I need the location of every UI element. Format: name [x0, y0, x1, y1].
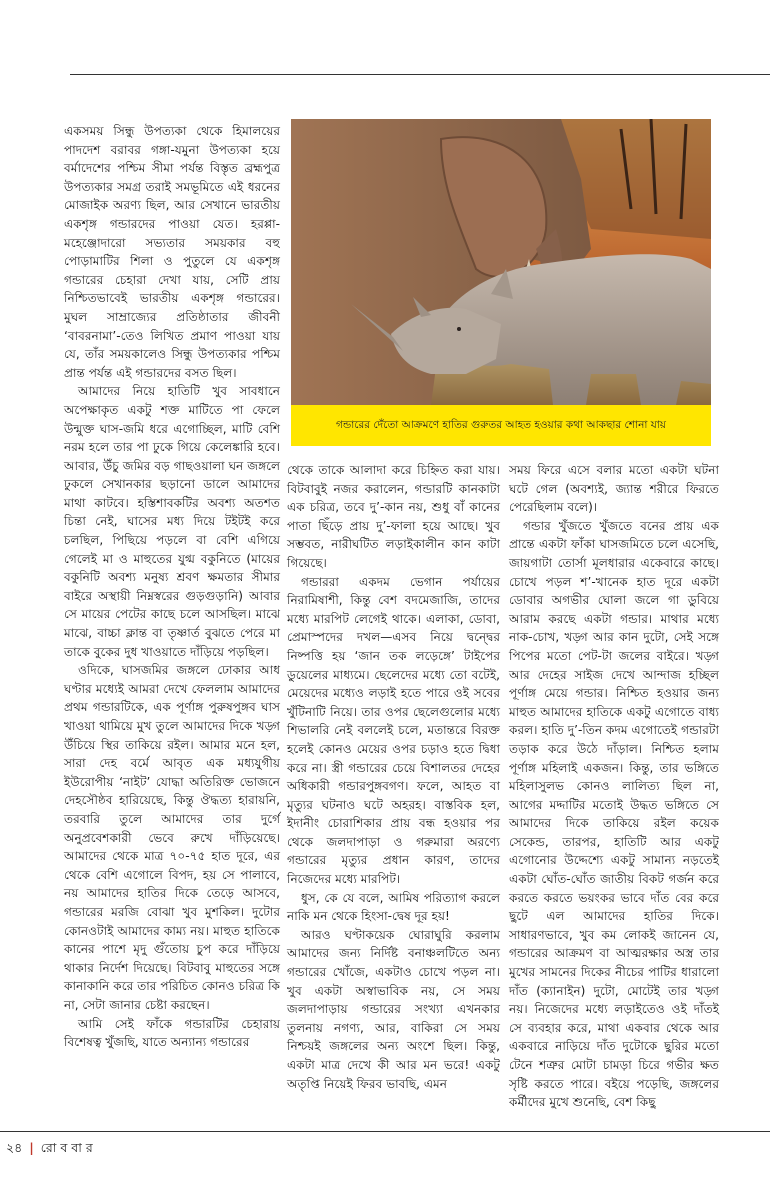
- paragraph: ধুস, কে যে বলে, আমিষ পরিত্যাগ করলে নাকি মন থেকে হিংসা-দ্বেষ দূর হয়!: [287, 890, 500, 924]
- paragraph: গন্ডাররা একদম ভেগান পর্যায়ের নিরামিষাশী, কিন্তু বেশ বদমেজাজি, তাদের মধ্যে মারপিট লেগেই থাকে। এলাকা, ডোবা, প্রেমাস্পদের দখল—এসব নিয়ে দ্বন্দ্বের নিষ্পত্তি হয় ‘জান তক লড়েঙ্গে’ টাইপের ডুয়েলের মাধ্যমে। ছেলেদের মধ্যে তো বটেই, মেয়েদের মধ্যেও লড়াই হতে পারে ওই সবের খুঁটিনাটি নিয়ে। তার ওপর ছেলেগুলোর মধ্যে শিভালরি নেই বললেই চলে, মতান্তরে বিরক্ত হলেই কোনও মেয়ের ওপর চড়াও হতে দ্বিধা করে না। স্ত্রী গন্ডারের চেয়ে বিশালতর দেহের অধিকারী গন্ডারপুঙ্গবগণ। ফলে, আহত বা মৃত্যুর ঘটনাও ঘটে অহরহ। বাস্তবিক হল, ইদানীং চোরাশিকার প্রায় বন্ধ হওয়ার পর থেকে জলদাপাড়া ও গরুমারা অরণ্যে গন্ডারের মৃত্যুর প্রধান কারণ, তাদের নিজেদের মধ্যে মারপিট।: [287, 574, 500, 887]
- footer-separator: |: [29, 1140, 34, 1155]
- photo-figure: [291, 119, 711, 446]
- paragraph: সময় ফিরে এসে বলার মতো একটা ঘটনা ঘটে গেল (অবশ্যই, জ্যান্ত শরীরে ফিরতে পেরেছিলাম বলে)।: [509, 463, 719, 515]
- paragraph: থেকে তাকে আলাদা করে চিহ্নিত করা যায়। বিটবাবুই নজর করালেন, গন্ডারটি কানকাটা এক চরিত্র, তবে দু’-কান নয়, শুধু বাঁ কানের পাতা ছিঁড়ে প্রায় দু’-ফালা হয়ে আছে। খুব সম্ভবত, নারীঘটিত লড়াইকালীন কান কাটা গিয়েছে।: [287, 463, 500, 570]
- article-column-2: [287, 461, 500, 1121]
- top-rule: [70, 74, 770, 75]
- paragraph: আমাদের নিয়ে হাতিটি খুব সাবধানে অপেক্ষাকৃত একটু শক্ত মাটিতে পা ফেলে উন্মুক্ত ঘাস-জমি ধরে এগোচ্ছিল, মাটি বেশি নরম হলে তার পা ঢুকে গিয়ে কেলেঙ্কারি হবে। আবার, উঁচু জমির বড় গাছওয়ালা ঘন জঙ্গলে ঢুকলে সেখানকার ছড়ানো ডালে আমাদের মাথা কাটবে। হস্তিশাবকটির অবশ্য অতশত চিন্তা নেই, ঘাসের মধ্য দিয়ে টইটই করে চলছিল, পিছিয়ে পড়লে বা বেশি এগিয়ে গেলেই মা ও মাহুতের যুগ্ম বকুনিতে (মায়ের বকুনিটি অবশ্য মনুষ্য শ্রবণ ক্ষমতার সীমার বাইরে অস্থায়ী নিম্নস্বরের গুড়গুড়ানি) আবার সে মায়ের পেটের কাছে চলে আসছিল। মাঝে মাঝে, বাচ্চা ক্লান্ত বা তৃষ্ণার্ত বুঝতে পেরে মা তাকে বুকের দুধ খাওয়াতে দাঁড়িয়ে পড়ছিল।: [64, 384, 280, 659]
- page-footer: [6, 1140, 93, 1160]
- paragraph: ওদিকে, ঘাসজমির জঙ্গলে ঢোকার আধ ঘণ্টার মধ্যেই আমরা দেখে ফেললাম আমাদের প্রথম গন্ডারটিকে, এক পূর্ণাঙ্গ পুরুষপুঙ্গব ঘাস খাওয়া থামিয়ে মুখ তুলে আমাদের দিকে খড়্গ উঁচিয়ে স্থির তাকিয়ে রইল। আমার মনে হল, সারা দেহ বর্মে আবৃত এক মধ্যযুগীয় ইউরোপীয় ‘নাইট’ যোদ্ধা অতিরিক্ত ভোজনে দেহসৌষ্ঠব হারিয়েছে, কিন্তু ঔদ্ধত্য হারায়নি, তরবারি তুলে আমাদের তার দুর্গে অনুপ্রবেশকারী ভেবে রুখে দাঁড়িয়েছে। আমাদের থেকে মাত্র ৭০-৭৫ হাত দূরে, এর থেকে বেশি এগোলে বিপদ, হয় সে পালাবে, নয় আমাদের হাতির দিকে তেড়ে আসবে, গন্ডারের মরজি বোঝা খুব মুশকিল। দুটোর কোনওটাই আমাদের কাম্য নয়। মাহুত হাতিকে কানের পাশে মৃদু গুঁতোয় চুপ করে দাঁড়িয়ে থাকার নির্দেশ দিয়েছে। বিটবাবু মাহুতের সঙ্গে কানাকানি করে তার পরিচিত কোনও চরিত্র কি না, সেটা জানার চেষ্টা করছেন।: [64, 663, 280, 1012]
- magazine-name: রো ব বা র: [40, 1140, 93, 1155]
- bottom-rule: [0, 1131, 770, 1132]
- article-column-3: [509, 461, 719, 1121]
- photo-caption: গন্ডারের দেঁতো আক্রমণে হাতির গুরুতর আহত হওয়ার কথা আকছার শোনা যায়: [291, 405, 711, 446]
- paragraph: আমি সেই ফাঁকে গন্ডারটির চেহারায় বিশেষত্ব খুঁজছি, যাতে অন্যান্য গন্ডারের: [64, 1016, 280, 1050]
- elephant-rhino-photo: [291, 119, 711, 405]
- paragraph: একসময় সিন্ধু উপত্যকা থেকে হিমালয়ের পাদদেশ বরাবর গঙ্গা-যমুনা উপত্যকা হয়ে বর্মাদেশের পশ্চিম সীমা পর্যন্ত বিস্তৃত ব্রহ্মপুত্র উপত্যকার সমগ্র তরাই সমভূমিতে এই ধরনের মোজাইক অরণ্য ছিল, আর সেখানে ভারতীয় একশৃঙ্গ গন্ডারদের পাওয়া যেত। হরপ্পা-মহেঞ্জোদারো সভ্যতার সময়কার বহু পোড়ামাটির শিলা ও পুতুলে যে একশৃঙ্গ গন্ডারের চেহারা দেখা যায়, সেটি প্রায় নিশ্চিতভাবেই ভারতীয় একশৃঙ্গ গন্ডারের। মুঘল সাম্রাজ্যের প্রতিষ্ঠাতার জীবনী ‘বাবরনামা’-তেও লিখিত প্রমাণ পাওয়া যায় যে, তাঁর সময়কালেও সিন্ধু উপত্যকার পশ্চিম প্রান্ত পর্যন্ত এই গন্ডারদের বসত ছিল।: [64, 124, 280, 380]
- paragraph: গন্ডার খুঁজতে খুঁজতে বনের প্রায় এক প্রান্তে একটা ফাঁকা ঘাসজমিতে চলে এসেছি, জায়গাটা তোর্সা মূলধারার একেবারে কাছে। চোখে পড়ল শ’-খানেক হাত দূরে একটা ডোবার অগভীর ঘোলা জলে গা ডুবিয়ে আরাম করছে একটা গন্ডার। মাথার মধ্যে নাক-চোখ, খড়্গ আর কান দুটো, সেই সঙ্গে পিপের মতো পেট-টা জলের বাইরে। খড়্গ আর দেহের সাইজ দেখে আন্দাজ হচ্ছিল পূর্ণাঙ্গ মেয়ে গন্ডার। নিশ্চিত হওয়ার জন্য মাহুত আমাদের হাতিকে একটু এগোতে বাধ্য করল। হাতি দু’-তিন কদম এগোতেই গন্ডারটা তড়াক করে উঠে দাঁড়াল। নিশ্চিত হলাম পূর্ণাঙ্গ মহিলাই একজন। কিন্তু, তার ভঙ্গিতে মহিলাসুলভ কোনও লালিত্য ছিল না, আগের মদ্দাটির মতোই উদ্ধত ভঙ্গিতে সে আমাদের দিকে তাকিয়ে রইল কয়েক সেকেন্ড, তারপর, হাতিটি আর একটু এগোনোর উদ্দেশ্যে একটু সামান্য নড়তেই একটা ঘোঁত-ঘোঁত জাতীয় বিকট গর্জন করে করতে করতে ভয়ংকর ভাবে দাঁত বের করে ছুটে এল আমাদের হাতির দিকে। সাধারণভাবে, খুব কম লোকই জানেন যে, গন্ডারের আক্রমণ বা আত্মরক্ষার অস্ত্র তার মুখের সামনের দিকের নীচের পাটির ধারালো দাঁত (ক্যানাইন) দুটো, মোটেই তার খড়্গ নয়। নিজেদের মধ্যে লড়াইতেও ওই দাঁতই সে ব্যবহার করে, মাথা একবার থেকে আর একবারে নাড়িয়ে দাঁত দুটোকে ছুরির মতো টেনে শত্রুর মোটা চামড়া চিরে গভীর ক্ষত সৃষ্টি করতে পারে। বইয়ে পড়েছি, জঙ্গলের কর্মীদের মুখে শুনেছি, বেশ কিছু: [509, 518, 719, 1110]
- article-column-1: [64, 122, 280, 1122]
- page-number: ২৪: [6, 1140, 23, 1155]
- paragraph: আরও ঘণ্টাকয়েক ঘোরাঘুরি করলাম আমাদের জন্য নির্দিষ্ট বনাঞ্চলটিতে অন্য গন্ডারের খোঁজে, একটাও চোখে পড়ল না। খুব একটা অস্বাভাবিক নয়, সে সময় জলদাপাড়ায় গন্ডারের সংখ্যা এখনকার তুলনায় নগণ্য, আর, বাকিরা সে সময় নিশ্চয়ই জঙ্গলের অন্য অংশে ছিল। কিন্তু, একটা মাত্র দেখে কী আর মন ভরে! একটু অতৃপ্তি নিয়েই ফিরব ভাবছি, এমন: [287, 927, 500, 1091]
